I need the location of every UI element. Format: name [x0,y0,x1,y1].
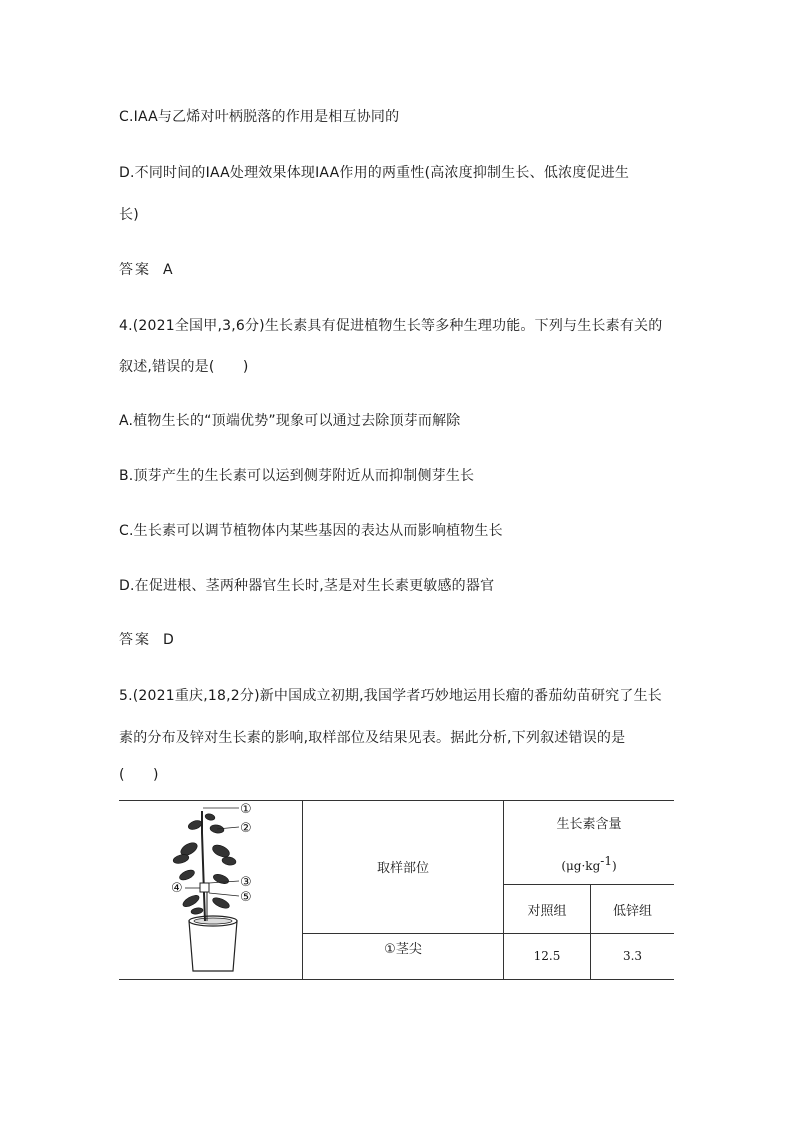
q4-stem-line2: 叙述,错误的是( ) [119,359,249,375]
q5-stem-line1: 5.(2021重庆,18,2分)新中国成立初期,我国学者巧妙地运用长瘤的番茄幼苗研究了生长 [119,688,662,704]
q4-stem-line1: 4.(2021全国甲,3,6分)生长素具有促进植物生长等多种生理功能。下列与生长素有关的 [119,318,663,334]
q4-option-d: D.在促进根、茎两种器官生长时,茎是对生长素更敏感的器官 [119,578,495,594]
subheader-control: 对照组 [504,885,591,933]
header-sample-site: 取样部位 [303,801,504,934]
plant-figure-cell [119,801,303,980]
q5-stem-line2: 素的分布及锌对生长素的影响,取样部位及结果见表。据此分析,下列叙述错误的是 [119,730,626,746]
figure-label-1: ① [240,803,252,817]
q3-option-d-line2: 长) [119,207,139,223]
figure-label-3: ③ [240,875,252,890]
row-low-zinc-value: 3.3 [591,933,675,979]
answer-label: 答案 [119,632,151,648]
figure-label-2: ② [240,821,252,836]
row-control-value: 12.5 [504,933,591,979]
figure-label-5: ⑤ [240,890,252,905]
q3-option-d-line1: D.不同时间的IAA处理效果体现IAA作用的两重性(高浓度抑制生长、低浓度促进生 [119,165,630,181]
q4-option-b: B.顶芽产生的生长素可以运到侧芽附近从而抑制侧芽生长 [119,468,475,484]
tomato-seedling-illustration [167,803,317,975]
header-auxin-title: 生长素含量 [556,816,622,832]
header-auxin-content [504,801,675,885]
row-site: ①茎尖 [303,933,504,979]
q5-stem-line3: ( ) [119,767,159,783]
answer-label: 答案 [119,262,151,278]
answer-value: D [163,632,174,648]
q3-answer [119,260,173,280]
q4-option-a: A.植物生长的“顶端优势”现象可以通过去除顶芽而解除 [119,413,461,429]
q3-option-c: C.IAA与乙烯对叶柄脱落的作用是相互协同的 [119,109,400,125]
answer-value: A [163,262,173,278]
header-auxin-unit: (μg·kg-1) [561,853,617,873]
q4-option-c: C.生长素可以调节植物体内某些基因的表达从而影响植物生长 [119,523,503,539]
q4-answer [119,630,174,650]
auxin-table [119,800,674,980]
subheader-low-zinc: 低锌组 [591,885,675,933]
figure-label-4: ④ [171,881,183,896]
